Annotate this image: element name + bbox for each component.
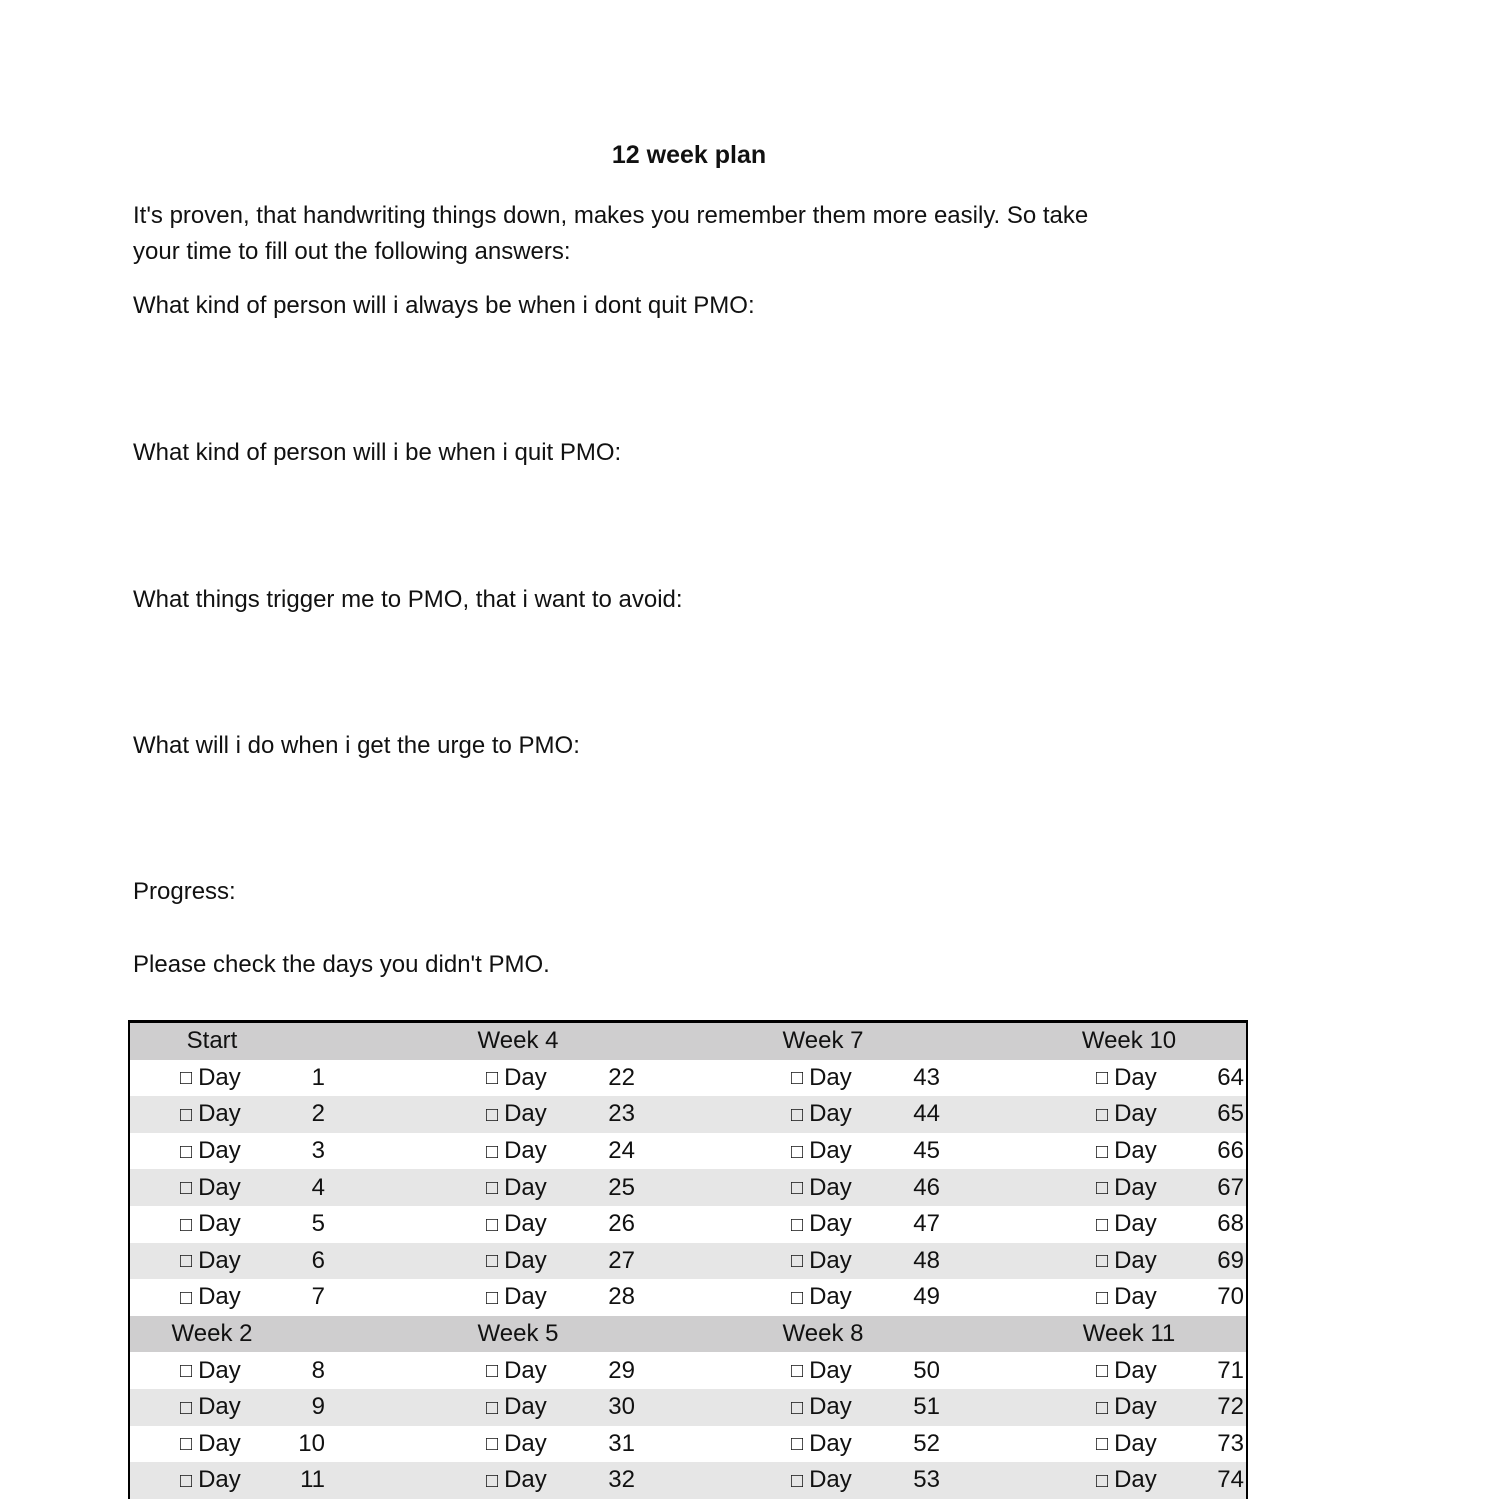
week-header-row bbox=[130, 1023, 1246, 1060]
day-word: Day bbox=[809, 1246, 852, 1274]
day-number: 2 bbox=[311, 1100, 325, 1128]
day-checkbox[interactable] bbox=[486, 1096, 547, 1133]
day-checkbox[interactable] bbox=[791, 1462, 852, 1499]
day-cell bbox=[330, 1169, 636, 1206]
day-checkbox[interactable] bbox=[1096, 1206, 1157, 1243]
checkbox-icon[interactable]: □ bbox=[791, 1433, 804, 1456]
day-word: Day bbox=[809, 1393, 852, 1421]
week-name: Week 8 bbox=[782, 1320, 864, 1348]
checkbox-icon[interactable]: □ bbox=[791, 1469, 804, 1492]
day-number: 65 bbox=[1217, 1100, 1244, 1128]
checkbox-icon[interactable]: □ bbox=[791, 1067, 804, 1090]
day-checkbox[interactable] bbox=[180, 1426, 241, 1463]
checkbox-icon[interactable]: □ bbox=[1096, 1177, 1109, 1200]
day-cell bbox=[636, 1096, 941, 1133]
week-header-cell bbox=[636, 1316, 941, 1353]
week-name: Week 7 bbox=[782, 1027, 864, 1055]
day-number: 44 bbox=[913, 1100, 940, 1128]
day-word: Day bbox=[504, 1393, 547, 1421]
day-word: Day bbox=[1114, 1063, 1157, 1091]
week-header-cell bbox=[636, 1023, 941, 1060]
week-name: Week 11 bbox=[1082, 1320, 1176, 1348]
day-number: 46 bbox=[913, 1173, 940, 1201]
day-number: 69 bbox=[1217, 1246, 1244, 1274]
day-cell bbox=[636, 1169, 941, 1206]
day-word: Day bbox=[809, 1356, 852, 1384]
checkbox-icon[interactable]: □ bbox=[486, 1433, 499, 1456]
day-word: Day bbox=[809, 1210, 852, 1238]
checkbox-icon[interactable]: □ bbox=[1096, 1103, 1109, 1126]
checkbox-icon[interactable]: □ bbox=[1096, 1360, 1109, 1383]
day-cell bbox=[941, 1060, 1246, 1097]
day-checkbox[interactable] bbox=[180, 1462, 241, 1499]
day-cell bbox=[636, 1462, 941, 1499]
day-cell bbox=[130, 1426, 330, 1463]
day-cell bbox=[130, 1133, 330, 1170]
day-checkbox[interactable] bbox=[791, 1352, 852, 1389]
table-row bbox=[130, 1096, 1246, 1133]
checkbox-icon[interactable]: □ bbox=[180, 1140, 193, 1163]
day-checkbox[interactable] bbox=[486, 1389, 547, 1426]
day-word: Day bbox=[504, 1283, 547, 1311]
checkbox-icon[interactable]: □ bbox=[486, 1140, 499, 1163]
day-cell bbox=[941, 1096, 1246, 1133]
day-cell bbox=[941, 1389, 1246, 1426]
day-checkbox[interactable] bbox=[791, 1169, 852, 1206]
day-word: Day bbox=[504, 1246, 547, 1274]
day-cell bbox=[130, 1389, 330, 1426]
progress-label: Progress: bbox=[133, 878, 236, 905]
day-cell bbox=[636, 1206, 941, 1243]
day-word: Day bbox=[1114, 1246, 1157, 1274]
table-row bbox=[130, 1243, 1246, 1280]
day-cell bbox=[330, 1352, 636, 1389]
day-checkbox[interactable] bbox=[486, 1279, 547, 1316]
day-word: Day bbox=[198, 1210, 241, 1238]
day-word: Day bbox=[1114, 1283, 1157, 1311]
intro-text: It's proven, that handwriting things down, makes you remember them more easily. So take your time to fill out the following answers: bbox=[133, 202, 1089, 265]
day-number: 22 bbox=[608, 1063, 635, 1091]
day-checkbox[interactable] bbox=[486, 1169, 547, 1206]
day-word: Day bbox=[504, 1173, 547, 1201]
day-word: Day bbox=[504, 1210, 547, 1238]
day-word: Day bbox=[809, 1173, 852, 1201]
day-number: 72 bbox=[1217, 1393, 1244, 1421]
day-number: 71 bbox=[1217, 1356, 1244, 1384]
day-checkbox[interactable] bbox=[180, 1206, 241, 1243]
day-word: Day bbox=[1114, 1100, 1157, 1128]
week-name: Week 10 bbox=[1081, 1027, 1177, 1055]
day-checkbox[interactable] bbox=[1096, 1462, 1157, 1499]
day-number: 4 bbox=[311, 1173, 325, 1201]
day-checkbox[interactable] bbox=[180, 1096, 241, 1133]
day-number: 74 bbox=[1217, 1466, 1244, 1494]
day-number: 24 bbox=[608, 1137, 635, 1165]
day-cell bbox=[941, 1462, 1246, 1499]
day-checkbox[interactable] bbox=[1096, 1426, 1157, 1463]
day-cell bbox=[130, 1169, 330, 1206]
day-checkbox[interactable] bbox=[1096, 1133, 1157, 1170]
day-checkbox[interactable] bbox=[486, 1133, 547, 1170]
day-number: 8 bbox=[311, 1356, 325, 1384]
day-cell bbox=[130, 1352, 330, 1389]
day-cell bbox=[130, 1243, 330, 1280]
question-4: What will i do when i get the urge to PMO: bbox=[133, 732, 580, 759]
checkbox-icon[interactable]: □ bbox=[486, 1360, 499, 1383]
day-word: Day bbox=[1114, 1393, 1157, 1421]
day-word: Day bbox=[1114, 1137, 1157, 1165]
week-header-row bbox=[130, 1316, 1246, 1353]
day-word: Day bbox=[198, 1100, 241, 1128]
table-row bbox=[130, 1133, 1246, 1170]
day-number: 7 bbox=[311, 1283, 325, 1311]
page-title: 12 week plan bbox=[611, 141, 767, 169]
checkbox-icon[interactable]: □ bbox=[1096, 1213, 1109, 1236]
table-row bbox=[130, 1060, 1246, 1097]
day-number: 68 bbox=[1217, 1210, 1244, 1238]
checkbox-icon[interactable]: □ bbox=[791, 1177, 804, 1200]
day-checkbox[interactable] bbox=[1096, 1060, 1157, 1097]
day-number: 26 bbox=[608, 1210, 635, 1238]
question-3: What things trigger me to PMO, that i want to avoid: bbox=[133, 586, 683, 613]
checkbox-icon[interactable]: □ bbox=[180, 1396, 193, 1419]
checkbox-icon[interactable]: □ bbox=[1096, 1433, 1109, 1456]
checkbox-icon[interactable]: □ bbox=[486, 1103, 499, 1126]
week-header-cell bbox=[130, 1316, 330, 1353]
day-checkbox[interactable] bbox=[180, 1352, 241, 1389]
day-word: Day bbox=[198, 1246, 241, 1274]
day-checkbox[interactable] bbox=[791, 1096, 852, 1133]
day-number: 70 bbox=[1217, 1283, 1244, 1311]
day-cell bbox=[130, 1096, 330, 1133]
day-cell bbox=[330, 1133, 636, 1170]
day-cell bbox=[636, 1389, 941, 1426]
day-checkbox[interactable] bbox=[180, 1060, 241, 1097]
day-number: 27 bbox=[608, 1246, 635, 1274]
table-row bbox=[130, 1206, 1246, 1243]
checkbox-icon[interactable]: □ bbox=[180, 1250, 193, 1273]
day-cell bbox=[636, 1426, 941, 1463]
checkbox-icon[interactable]: □ bbox=[486, 1177, 499, 1200]
day-word: Day bbox=[198, 1356, 241, 1384]
checkbox-icon[interactable]: □ bbox=[1096, 1469, 1109, 1492]
week-header-cell bbox=[330, 1023, 636, 1060]
checkbox-icon[interactable]: □ bbox=[180, 1286, 193, 1309]
day-number: 48 bbox=[913, 1246, 940, 1274]
day-number: 9 bbox=[311, 1393, 325, 1421]
day-checkbox[interactable] bbox=[1096, 1389, 1157, 1426]
day-word: Day bbox=[198, 1137, 241, 1165]
progress-tracker-table bbox=[128, 1020, 1248, 1499]
checkbox-icon[interactable]: □ bbox=[486, 1286, 499, 1309]
day-word: Day bbox=[1114, 1210, 1157, 1238]
day-checkbox[interactable] bbox=[791, 1243, 852, 1280]
table-row bbox=[130, 1169, 1246, 1206]
week-header-cell bbox=[941, 1316, 1246, 1353]
day-number: 25 bbox=[608, 1173, 635, 1201]
day-number: 23 bbox=[608, 1100, 635, 1128]
week-name: Start bbox=[186, 1027, 238, 1055]
day-word: Day bbox=[504, 1063, 547, 1091]
day-cell bbox=[636, 1133, 941, 1170]
day-word: Day bbox=[1114, 1466, 1157, 1494]
day-word: Day bbox=[1114, 1429, 1157, 1457]
checkbox-icon[interactable]: □ bbox=[791, 1360, 804, 1383]
checkbox-icon[interactable]: □ bbox=[486, 1469, 499, 1492]
day-number: 51 bbox=[913, 1393, 940, 1421]
day-checkbox[interactable] bbox=[486, 1060, 547, 1097]
day-number: 50 bbox=[913, 1356, 940, 1384]
day-word: Day bbox=[504, 1429, 547, 1457]
day-checkbox[interactable] bbox=[180, 1389, 241, 1426]
day-checkbox[interactable] bbox=[486, 1462, 547, 1499]
day-word: Day bbox=[1114, 1173, 1157, 1201]
day-cell bbox=[636, 1060, 941, 1097]
table-row bbox=[130, 1389, 1246, 1426]
day-cell bbox=[941, 1133, 1246, 1170]
checkbox-icon[interactable]: □ bbox=[180, 1360, 193, 1383]
day-word: Day bbox=[809, 1063, 852, 1091]
table-row bbox=[130, 1426, 1246, 1463]
day-cell bbox=[130, 1462, 330, 1499]
day-checkbox[interactable] bbox=[180, 1279, 241, 1316]
day-number: 32 bbox=[608, 1466, 635, 1494]
day-checkbox[interactable] bbox=[486, 1352, 547, 1389]
day-checkbox[interactable] bbox=[180, 1133, 241, 1170]
day-number: 43 bbox=[913, 1063, 940, 1091]
day-checkbox[interactable] bbox=[791, 1279, 852, 1316]
checkbox-icon[interactable]: □ bbox=[1096, 1250, 1109, 1273]
day-word: Day bbox=[504, 1466, 547, 1494]
day-word: Day bbox=[198, 1283, 241, 1311]
day-checkbox[interactable] bbox=[791, 1133, 852, 1170]
day-checkbox[interactable] bbox=[486, 1426, 547, 1463]
checkbox-icon[interactable]: □ bbox=[486, 1067, 499, 1090]
day-checkbox[interactable] bbox=[486, 1243, 547, 1280]
day-number: 45 bbox=[913, 1137, 940, 1165]
day-checkbox[interactable] bbox=[1096, 1279, 1157, 1316]
day-cell bbox=[941, 1426, 1246, 1463]
day-number: 73 bbox=[1217, 1429, 1244, 1457]
day-checkbox[interactable] bbox=[1096, 1352, 1157, 1389]
day-cell bbox=[636, 1243, 941, 1280]
day-checkbox[interactable] bbox=[791, 1389, 852, 1426]
day-word: Day bbox=[504, 1137, 547, 1165]
day-checkbox[interactable] bbox=[180, 1169, 241, 1206]
checkbox-icon[interactable]: □ bbox=[180, 1103, 193, 1126]
table-row bbox=[130, 1279, 1246, 1316]
day-cell bbox=[330, 1279, 636, 1316]
day-word: Day bbox=[198, 1063, 241, 1091]
day-word: Day bbox=[809, 1137, 852, 1165]
day-word: Day bbox=[198, 1393, 241, 1421]
day-cell bbox=[330, 1206, 636, 1243]
day-cell bbox=[330, 1462, 636, 1499]
checkbox-icon[interactable]: □ bbox=[1096, 1140, 1109, 1163]
day-cell bbox=[636, 1279, 941, 1316]
day-cell bbox=[330, 1426, 636, 1463]
day-word: Day bbox=[809, 1283, 852, 1311]
question-2: What kind of person will i be when i quit PMO: bbox=[133, 439, 622, 466]
day-cell bbox=[330, 1096, 636, 1133]
day-cell bbox=[330, 1389, 636, 1426]
day-checkbox[interactable] bbox=[486, 1206, 547, 1243]
day-cell bbox=[130, 1206, 330, 1243]
week-name: Week 4 bbox=[477, 1027, 559, 1055]
day-word: Day bbox=[809, 1466, 852, 1494]
day-checkbox[interactable] bbox=[791, 1206, 852, 1243]
day-number: 30 bbox=[608, 1393, 635, 1421]
checkbox-icon[interactable]: □ bbox=[180, 1469, 193, 1492]
day-checkbox[interactable] bbox=[1096, 1169, 1157, 1206]
day-checkbox[interactable] bbox=[791, 1060, 852, 1097]
checkbox-icon[interactable]: □ bbox=[1096, 1396, 1109, 1419]
day-number: 49 bbox=[913, 1283, 940, 1311]
checkbox-icon[interactable]: □ bbox=[180, 1433, 193, 1456]
day-word: Day bbox=[1114, 1356, 1157, 1384]
day-word: Day bbox=[198, 1173, 241, 1201]
day-cell bbox=[636, 1352, 941, 1389]
day-checkbox[interactable] bbox=[791, 1426, 852, 1463]
day-word: Day bbox=[809, 1100, 852, 1128]
day-cell bbox=[941, 1206, 1246, 1243]
day-number: 29 bbox=[608, 1356, 635, 1384]
checkbox-icon[interactable]: □ bbox=[1096, 1286, 1109, 1309]
day-cell bbox=[941, 1243, 1246, 1280]
day-number: 11 bbox=[300, 1466, 325, 1494]
table-row bbox=[130, 1352, 1246, 1389]
day-cell bbox=[330, 1060, 636, 1097]
day-cell bbox=[941, 1352, 1246, 1389]
week-header-cell bbox=[330, 1316, 636, 1353]
day-checkbox[interactable] bbox=[1096, 1243, 1157, 1280]
day-cell bbox=[330, 1243, 636, 1280]
table-row bbox=[130, 1462, 1246, 1499]
checkbox-icon[interactable]: □ bbox=[1096, 1067, 1109, 1090]
day-number: 53 bbox=[913, 1466, 940, 1494]
checkbox-icon[interactable]: □ bbox=[486, 1213, 499, 1236]
checkbox-icon[interactable]: □ bbox=[180, 1067, 193, 1090]
day-cell bbox=[941, 1279, 1246, 1316]
day-checkbox[interactable] bbox=[1096, 1096, 1157, 1133]
progress-instructions: Please check the days you didn't PMO. bbox=[133, 951, 550, 978]
day-number: 6 bbox=[311, 1246, 325, 1274]
day-number: 31 bbox=[608, 1429, 635, 1457]
checkbox-icon[interactable]: □ bbox=[791, 1286, 804, 1309]
day-number: 47 bbox=[913, 1210, 940, 1238]
checkbox-icon[interactable]: □ bbox=[791, 1250, 804, 1273]
day-cell bbox=[130, 1279, 330, 1316]
checkbox-icon[interactable]: □ bbox=[791, 1103, 804, 1126]
week-header-cell bbox=[941, 1023, 1246, 1060]
checkbox-icon[interactable]: □ bbox=[180, 1177, 193, 1200]
checkbox-icon[interactable]: □ bbox=[486, 1250, 499, 1273]
week-name: Week 5 bbox=[477, 1320, 559, 1348]
day-checkbox[interactable] bbox=[180, 1243, 241, 1280]
day-number: 3 bbox=[311, 1137, 325, 1165]
week-header-cell bbox=[130, 1023, 330, 1060]
checkbox-icon[interactable]: □ bbox=[180, 1213, 193, 1236]
day-cell bbox=[130, 1060, 330, 1097]
day-word: Day bbox=[504, 1100, 547, 1128]
day-number: 67 bbox=[1217, 1173, 1244, 1201]
day-word: Day bbox=[504, 1356, 547, 1384]
week-name: Week 2 bbox=[171, 1320, 253, 1348]
day-number: 10 bbox=[298, 1429, 325, 1457]
day-word: Day bbox=[809, 1429, 852, 1457]
checkbox-icon[interactable]: □ bbox=[791, 1396, 804, 1419]
day-number: 28 bbox=[608, 1283, 635, 1311]
day-number: 1 bbox=[311, 1063, 325, 1091]
day-number: 5 bbox=[311, 1210, 325, 1238]
question-1: What kind of person will i always be when i dont quit PMO: bbox=[133, 292, 755, 319]
day-word: Day bbox=[198, 1466, 241, 1494]
day-word: Day bbox=[198, 1429, 241, 1457]
day-number: 64 bbox=[1217, 1063, 1244, 1091]
day-number: 52 bbox=[913, 1429, 940, 1457]
checkbox-icon[interactable]: □ bbox=[791, 1213, 804, 1236]
checkbox-icon[interactable]: □ bbox=[486, 1396, 499, 1419]
day-number: 66 bbox=[1217, 1137, 1244, 1165]
checkbox-icon[interactable]: □ bbox=[791, 1140, 804, 1163]
day-cell bbox=[941, 1169, 1246, 1206]
